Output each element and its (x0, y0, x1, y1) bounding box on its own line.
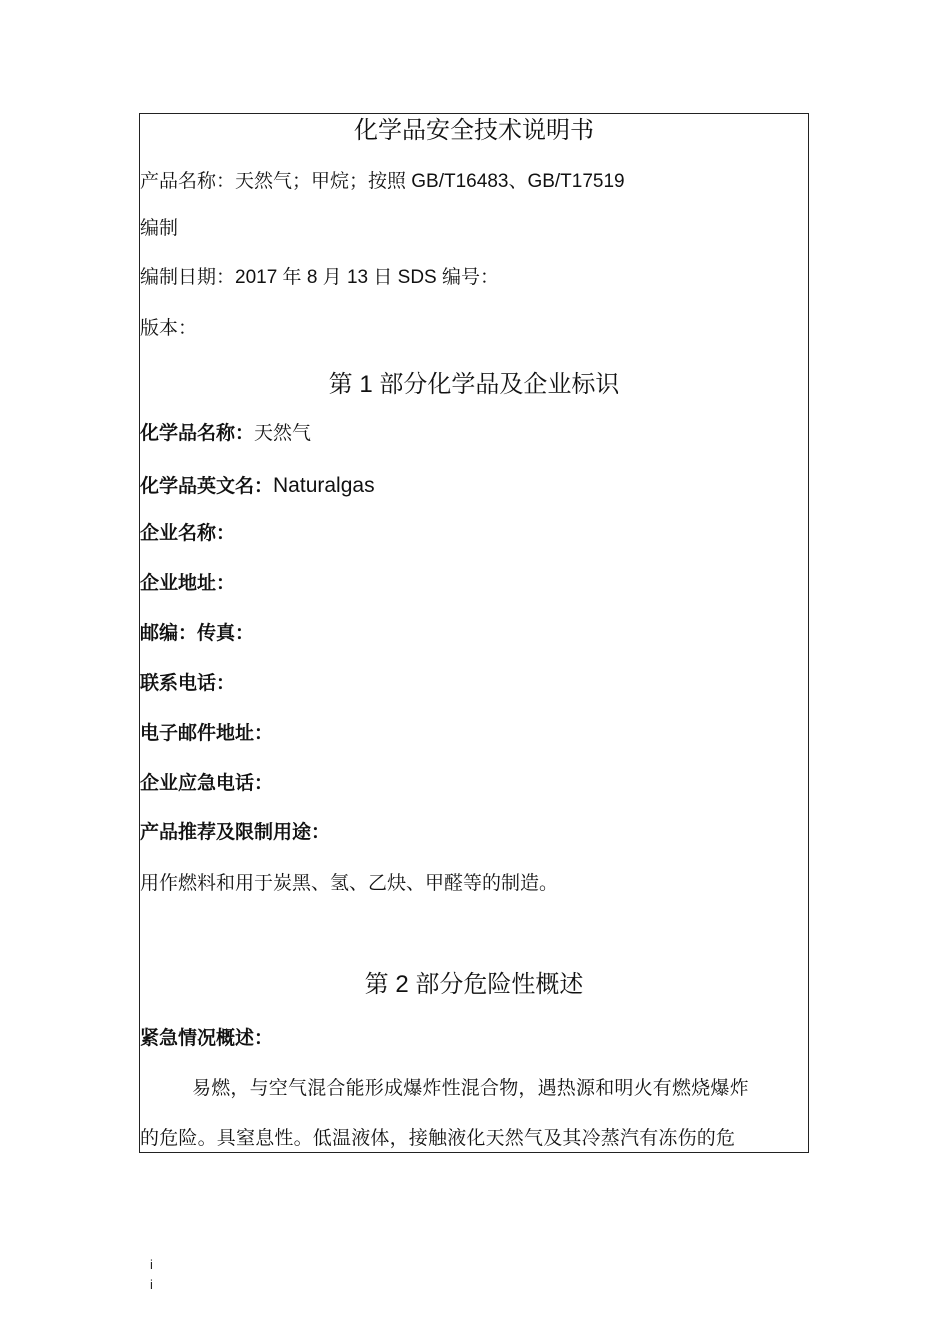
hazard-paragraph-line-2: 的危险。具窒息性。低温液体，接触液化天然气及其冷蒸汽有冻伤的危 (140, 1127, 736, 1149)
contact-phone-label: 联系电话： (140, 672, 236, 694)
usage-text: 用作燃料和用于炭黑、氢、乙炔、甲醛等的制造。 (140, 872, 559, 894)
emergency-phone-label: 企业应急电话： (140, 772, 274, 794)
company-address-label: 企业地址： (140, 572, 236, 594)
chem-name-row (140, 421, 311, 445)
compile-date-line: 编制日期：2017 年 8 月 13 日 SDS 编号： (140, 267, 499, 288)
product-name-line: 产品名称：天然气；甲烷；按照 GB/T16483、GB/T17519 (140, 171, 625, 192)
section2-heading: 第 2 部分危险性概述 (364, 971, 584, 998)
chem-name-value: 天然气 (254, 422, 312, 444)
chem-name-label: 化学品名称： (140, 422, 255, 444)
emergency-overview-label: 紧急情况概述： (140, 1027, 274, 1049)
document-title: 化学品安全技术说明书 (354, 117, 594, 144)
english-name-value: Naturalgas (273, 474, 375, 497)
email-label: 电子邮件地址： (140, 722, 274, 744)
usage-label: 产品推荐及限制用途： (140, 821, 331, 843)
page-number-mark-2: i (150, 1277, 153, 1292)
compile-label: 编制 (140, 217, 179, 239)
postcode-fax-label: 邮编：传真： (140, 622, 255, 644)
version-line: 版本： (140, 317, 198, 339)
company-name-label: 企业名称： (140, 522, 236, 544)
page-number-mark-1: i (150, 1257, 153, 1272)
english-name-row (140, 474, 375, 498)
english-name-label: 化学品英文名： (140, 475, 274, 497)
hazard-paragraph-line-1: 易燃，与空气混合能形成爆炸性混合物，遇热源和明火有燃烧爆炸 (192, 1077, 749, 1099)
section1-heading: 第 1 部分化学品及企业标识 (328, 371, 620, 398)
